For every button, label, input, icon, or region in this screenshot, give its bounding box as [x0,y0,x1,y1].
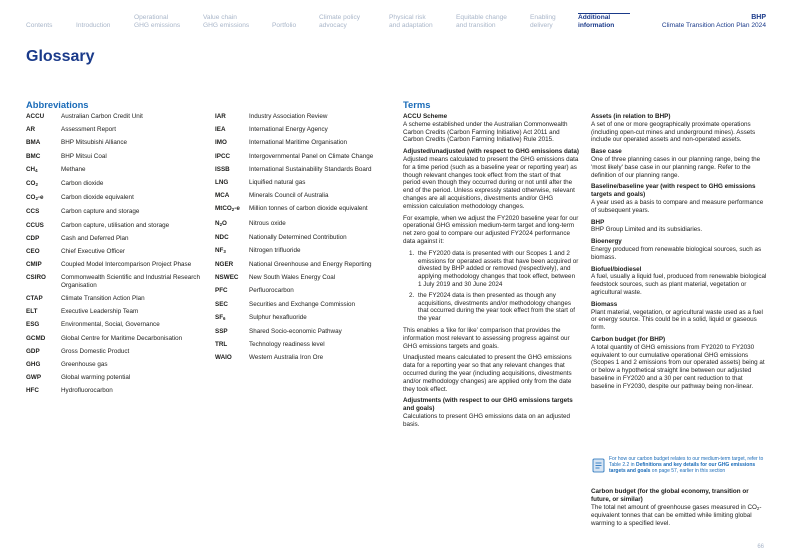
abbreviation-row [215,287,390,295]
callout-text-a: For how our carbon budget relates to our medium-term target, refer to Table 2.2 in [609,456,764,468]
abbreviation-description: Chief Executive Officer [61,247,125,255]
abbreviation-code: PFC [215,287,228,295]
abbreviation-description: Nationally Determined Contribution [249,233,347,241]
abbreviation-code: GCMD [26,334,46,342]
abbreviation-code: HFC [26,387,39,395]
term-definition: A scheme established under the Australian Commonwealth Carbon Credits (Carbon Farming Initiative) Act 2011 and Carbon Credits (Carbon Farming Initiative) Rule 2015. [403,120,568,144]
abbreviation-code: CMIP [26,261,42,269]
nav-value-chain-ghg[interactable] [203,14,249,30]
abbreviation-code: $CO_2-e$ [26,194,44,202]
abbreviation-description: Minerals Council of Australia [249,192,329,200]
abbreviation-code: IEA [215,126,226,134]
callout-text-c: on page 57, earlier in this section [651,468,726,474]
terms-column-1 [403,113,579,432]
term-title: Carbon budget (for the global economy, transition or future, or similar) [591,488,749,503]
abbreviation-description: Cash and Deferred Plan [61,234,129,242]
abbreviation-description: Sulphur hexafluoride [249,313,307,321]
abbreviation-row [215,314,390,323]
abbreviation-description: Carbon dioxide [61,179,104,187]
terms-column-2-continued [591,488,767,532]
abbreviation-description: Carbon dioxide equivalent [61,194,134,202]
nav-label-line1: Additional [578,14,611,21]
abbreviation-row [26,274,206,289]
report-title: Climate Transition Action Plan 2024 [661,22,766,29]
abbreviation-row [215,220,390,229]
term-definition: A fuel, usually a liquid fuel, produced from renewable biological feedstock sources, such as plant material, vegetation or agricultural waste. [591,273,767,296]
term-definition: This enables a 'like for like' comparison that provides the information most relevant to assessing progress against our GHG emissions targets and goals. [403,326,570,350]
abbreviation-description: International Sustainability Standards Board [249,165,372,173]
nav-equitable-change[interactable] [456,14,507,30]
nav-label-line1: Enabling [530,14,556,21]
abbreviation-row [26,387,206,395]
abbreviation-description: International Maritime Organisation [249,139,347,147]
term-title: Bioenergy [591,238,622,246]
abbreviation-row [26,295,206,303]
abbreviations-column-2 [215,113,390,368]
abbreviation-description: Global Centre for Maritime Decarbonisation [61,334,183,342]
abbreviation-code: SSP [215,328,228,335]
nav-label-line2: delivery [530,22,553,29]
abbreviation-code: NSWEC [215,274,239,282]
abbreviation-description: Carbon capture and storage [61,208,140,216]
document-link-icon [591,458,606,473]
abbreviation-description: Assessment Report [61,126,116,134]
abbreviation-code: IPCC [215,152,231,160]
callout-text [609,456,769,474]
term-title: Base case [591,148,622,156]
abbreviation-row [26,374,206,382]
term-definition: For example, when we adjust the FY2020 baseline year for our operational GHG emission medium-term target and long-term net zero goal to compare our adjusted FY2024 performance data against it: [403,214,579,245]
abbreviation-code: CDP [26,234,40,242]
abbreviation-code: SEC [215,300,228,308]
term-title: Adjustments (with respect to our GHG emissions targets and goals) [403,397,573,413]
brand-name: BHP [751,14,766,21]
nav-label-line2: information [578,22,615,29]
brand-block [662,14,766,30]
abbreviation-code: ELT [26,308,38,316]
term-title: Biofuel/biodiesel [591,265,642,273]
abbreviation-row [215,139,390,147]
abbreviation-code: CTAP [26,295,43,303]
term-definition: Unadjusted means calculated to present the GHG emissions data for a reporting year so that any relevant changes that occurred during the year (including acquisitions, divestments and/or methodology changes) are applied only from the date they took effect. [403,354,572,393]
abbreviation-code: MCA [215,192,230,200]
abbreviation-row [26,248,206,256]
abbreviation-code: LNG [215,178,229,186]
abbreviation-code: GWP [26,374,42,382]
cross-reference-callout[interactable] [591,456,767,480]
nav-portfolio[interactable]: Portfolio [272,22,297,29]
abbreviation-description: National Greenhouse and Energy Reporting [249,261,372,269]
abbreviation-code: GHG [26,360,41,368]
nav-label-line2: and adaptation [389,22,433,29]
abbreviation-code: $CH_4$ [26,165,38,173]
abbreviation-code: BMC [26,152,41,160]
abbreviation-row [26,180,206,189]
nav-label-line2: and transition [456,22,496,29]
abbreviation-row [26,361,206,369]
callout-link[interactable]: Definitions and key details for our GHG emissions targets and goals [609,462,756,474]
abbreviation-row [26,348,206,356]
abbreviation-description: Australian Carbon Credit Unit [61,113,143,120]
abbreviation-row [215,274,390,282]
abbreviation-row [215,354,390,362]
abbreviation-row [215,341,390,349]
term-list [416,250,579,323]
abbreviation-row [26,335,206,343]
abbreviation-row [215,166,390,174]
abbreviation-code: NDC [215,233,229,241]
nav-physical-risk[interactable] [389,14,433,30]
abbreviation-row [26,113,206,121]
abbreviation-description: Executive Leadership Team [61,308,139,316]
abbreviation-description: Carbon capture, utilisation and storage [61,221,170,229]
abbreviation-description: Global warming potential [61,374,131,382]
abbreviation-row [215,113,390,121]
abbreviation-code: CCS [26,208,40,216]
nav-operational-ghg[interactable] [134,14,180,30]
abbreviation-description: BHP Mitsubishi Alliance [61,139,128,147]
abbreviation-description: Climate Transition Action Plan [61,295,145,303]
abbreviation-code: CCUS [26,221,44,229]
abbreviation-code: IAR [215,113,226,120]
term-definition: A year used as a basis to compare and measure performance of subsequent years. [591,198,764,214]
nav-label-line2: advocacy [319,22,347,29]
abbreviation-code: IMO [215,139,227,147]
abbreviation-row [26,153,206,161]
term-title: Assets (in relation to BHP) [591,113,671,120]
abbreviation-row [26,308,206,316]
abbreviation-description: Shared Socio-economic Pathway [249,328,342,335]
nav-label-line1: Climate policy [319,14,361,21]
abbreviation-row [26,261,206,269]
nav-enabling-delivery[interactable] [530,14,556,30]
abbreviation-description: Environmental, Social, Governance [61,321,160,329]
abbreviation-description: Liquified natural gas [249,178,306,186]
abbreviation-description: Million tonnes of carbon dioxide equivalent [249,205,368,213]
abbreviation-description: New South Wales Energy Coal [249,274,336,282]
abbreviation-row [215,247,390,256]
abbreviations-heading: Abbreviations [26,99,89,110]
abbreviation-row [215,205,390,214]
abbreviation-row [26,139,206,147]
abbreviations-column-1 [26,113,206,401]
term-definition: Plant material, vegetation, or agricultural waste used as a fuel or energy source. This could be in a solid, liquid or gaseous form. [591,308,763,332]
abbreviation-description: Perfluorocarbon [249,287,294,295]
nav-label-line2: GHG emissions [134,22,181,29]
nav-climate-policy[interactable] [319,14,360,30]
nav-introduction[interactable]: Introduction [76,22,111,29]
abbreviation-description: Coupled Model Intercomparison Project Phase [61,261,192,269]
abbreviation-code: MtCO$_2$-e [215,205,240,213]
abbreviation-code: NGER [215,261,234,269]
abbreviation-code: ESG [26,321,40,329]
abbreviation-row [215,192,390,200]
abbreviation-description: Industry Association Review [249,113,328,120]
abbreviation-row [26,235,206,243]
abbreviation-row [26,166,206,175]
list-item: 2. the FY2024 data is then presented as though any acquisitions, divestments and/or methodology changes that occurred during the year took effect from the start of the year [416,292,579,323]
abbreviation-code: AR [26,126,36,134]
term-definition: Energy produced from renewable biological sources, such as biomass. [591,245,762,261]
abbreviation-description: BHP Mitsui Coal [61,152,107,160]
abbreviation-description: Gross Domestic Product [61,347,130,355]
terms-heading: Terms [403,99,431,110]
nav-contents[interactable]: Contents [26,22,53,29]
abbreviation-row [215,328,390,336]
page-title: Glossary [26,48,95,65]
top-navigation [0,0,790,40]
abbreviation-code: CEO [26,247,40,255]
abbreviation-row [215,126,390,134]
abbreviation-description: Nitrogen trifluoride [249,246,301,254]
term-title: ACCU Scheme [403,113,448,120]
abbreviation-code: BMA [26,139,41,147]
terms-column-2 [591,113,767,395]
abbreviation-code: $SF_6$ [215,313,226,321]
abbreviation-row [26,126,206,134]
term-definition: Adjusted means calculated to present the GHG emissions data for a time period (such as a baseline year or reporting year) as though relevant changes took effect from the start of that period even though they occurred during or not until after the end of the period. Unless expressly stated otherwise, relevant changes are all acquisitions, divestments and/or GHG emission calculation methodology changes. [403,155,579,210]
nav-label-line1: Equitable change [456,14,507,21]
term-title: Carbon budget (for BHP) [591,335,666,343]
abbreviation-description: Methane [61,165,86,173]
nav-additional-information[interactable] [578,14,614,30]
abbreviation-description: Greenhouse gas [61,360,108,368]
abbreviation-code: $NF_3$ [215,246,226,254]
term-title: Adjusted/unadjusted (with respect to GHG emissions data) [403,148,579,156]
abbreviation-code: ISSB [215,165,230,173]
term-title: Biomass [591,300,618,308]
abbreviation-code: ACCU [26,113,45,120]
abbreviation-description: Securities and Exchange Commission [249,300,356,308]
term-definition: The total net amount of greenhouse gases measured in $CO_2$-equivalent tonnes that can be emitted while limiting global warming to a specified level. [591,503,762,528]
abbreviation-row [215,153,390,161]
abbreviation-row [215,261,390,269]
abbreviation-code: $N_2O$ [215,219,227,227]
page-number: 66 [757,544,764,550]
abbreviation-description: Intergovernmental Panel on Climate Change [249,152,374,160]
term-title: Baseline/baseline year (with respect to GHG emissions targets and goals) [591,183,756,199]
abbreviation-description: Western Australia Iron Ore [249,354,324,362]
nav-label-line1: Value chain [203,14,237,21]
term-definition: One of three planning cases in our planning range, being the 'most likely' base case in our planning range. Refer to the definition of our planning range. [591,155,761,179]
list-item: 1. the FY2020 data is presented with our Scopes 1 and 2 emissions for operated assets that have been acquired or divested by BHP added or removed (respectively), and applying methodology changes that took effect, between 1 July 2019 and 30 June 2024 [416,250,579,289]
abbreviation-code: GDP [26,347,40,355]
abbreviation-row [26,194,206,203]
term-definition: BHP Group Limited and its subsidiaries. [591,226,703,234]
term-title: BHP [591,218,605,226]
abbreviation-code: CSIRO [26,274,46,282]
abbreviation-row [26,321,206,329]
nav-label-line2: GHG emissions [203,22,250,29]
abbreviation-row [215,234,390,242]
nav-label-line1: Physical risk [389,14,426,21]
term-definition: A set of one or more geographically proximate operations (including open-cut mines and underground mines). Assets include our operated assets and non-operated assets. [591,120,756,144]
abbreviation-description: International Energy Agency [249,126,328,134]
abbreviation-code: TRL [215,341,228,349]
abbreviation-row [215,301,390,309]
abbreviation-row [215,179,390,187]
term-definition: Calculations to present GHG emissions data on an adjusted basis. [403,412,570,428]
abbreviation-description: Hydrofluorocarbon [61,387,113,395]
nav-label-line1: Operational [134,14,169,21]
abbreviation-description: Commonwealth Scientific and Industrial Research Organisation [61,274,200,289]
abbreviation-description: Technology readiness level [249,341,325,349]
abbreviation-code: WAIO [215,354,232,362]
abbreviation-description: Nitrous oxide [249,219,286,227]
abbreviation-row [26,222,206,230]
abbreviation-code: $CO_2$ [26,179,38,187]
term-definition: A total quantity of GHG emissions from FY2020 to FY2030 equivalent to our cumulative operational GHG emissions (Scopes 1 and 2 emissions from our operated assets) being at or below a hypothetical straight line between our adjusted baseline in FY2020 and a 30 per cent reduction to that baseline in FY2030, despite our pathway being non-linear. [591,343,765,390]
abbreviation-row [26,208,206,216]
